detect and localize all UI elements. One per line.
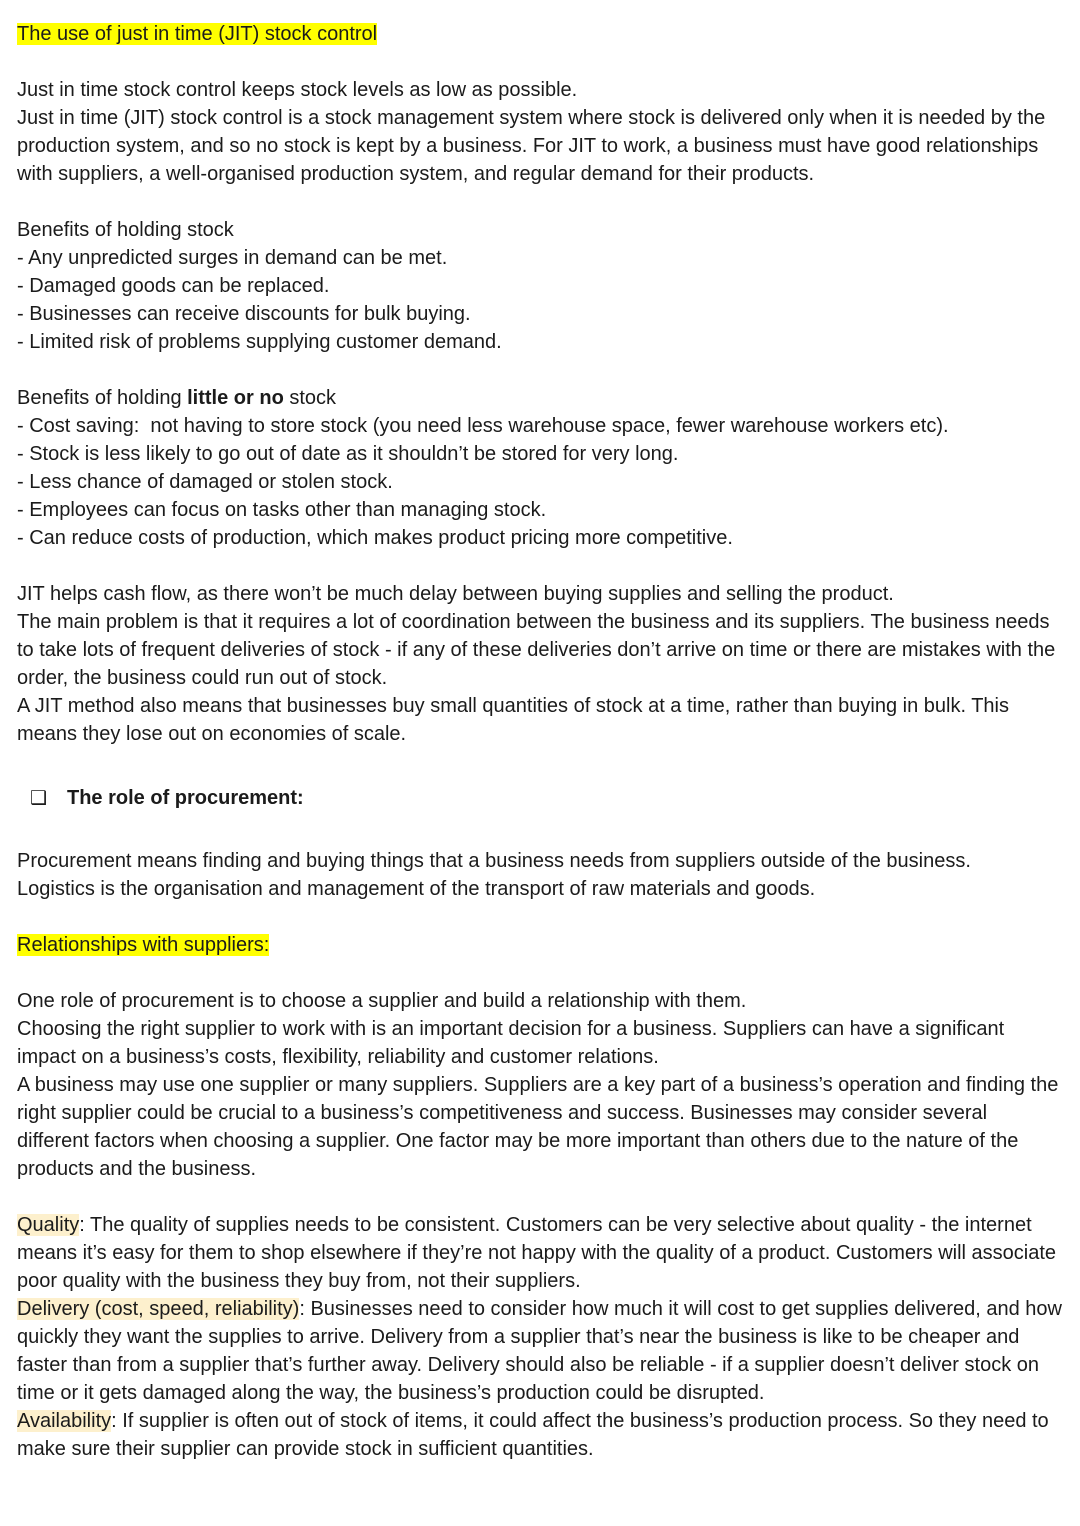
paragraph [17, 104, 1063, 188]
text-content [17, 23, 377, 45]
paragraph [17, 987, 1063, 1015]
bullet-item [17, 468, 1063, 496]
text-run: A business may use one supplier or many suppliers. Suppliers are a key part of a business’s operation and finding the right supplier could be crucial to a business’s competitiveness and success. Businesses may consider several different factors when choosing a supplier. One factor may be more important than others due to the nature of the products and the business. [17, 1074, 1064, 1180]
text-run: - Stock is less likely to go out of date as it shouldn’t be stored for very long. [17, 443, 679, 465]
text-content [17, 443, 678, 465]
text-run: - Can reduce costs of production, which makes product pricing more competitive. [17, 527, 733, 549]
blank-line [17, 552, 1063, 580]
text-run: Choosing the right supplier to work with is an important decision for a business. Suppliers can have a significant impact on a business’s costs, flexibility, reliability and customer relations. [17, 1018, 1010, 1068]
text-content [17, 878, 815, 900]
text-content [17, 583, 894, 605]
text-content [17, 850, 971, 872]
text-run: Benefits of holding stock [17, 219, 234, 241]
text-run: - Any unpredicted surges in demand can be met. [17, 247, 448, 269]
bullet-item [17, 440, 1063, 468]
paragraph [17, 580, 1063, 608]
text-run: Just in time (JIT) stock control is a stock management system where stock is delivered only when it is needed by the production system, and so no stock is kept by a business. For JIT to work, a business must have good relationships with suppliers, a well-organised production system, and regular demand for their products. [17, 107, 1051, 185]
paragraph [17, 692, 1063, 748]
text-run: - Damaged goods can be replaced. [17, 275, 330, 297]
bullet-item [17, 524, 1063, 552]
blank-line [17, 48, 1063, 76]
text-content [17, 1074, 1064, 1180]
paragraph [17, 1015, 1063, 1071]
text-run: Logistics is the organisation and management of the transport of raw materials and goods. [17, 878, 816, 900]
bullet-item [17, 412, 1063, 440]
text-run: A JIT method also means that businesses buy small quantities of stock at a time, rather than buying in bulk. This means they lose out on economies of scale. [17, 695, 1015, 745]
text-content [17, 611, 1061, 689]
text-run: - Businesses can receive discounts for bulk buying. [17, 303, 471, 325]
text-run: Just in time stock control keeps stock levels as low as possible. [17, 79, 578, 101]
text-content [17, 387, 336, 409]
text-content [17, 1410, 1054, 1460]
bullet-item [17, 244, 1063, 272]
text-run: The main problem is that it requires a lot of coordination between the business and its suppliers. The business needs to take lots of frequent deliveries of stock - if any of these deliveries don’t arrive on time or there are mistakes with the order, the business could run out of stock. [17, 611, 1061, 689]
text-content [17, 247, 447, 269]
text-content [17, 107, 1051, 185]
text-content [17, 1018, 1010, 1068]
highlighted-text: Quality [17, 1214, 80, 1236]
paragraph [17, 1295, 1068, 1407]
bullet-item [17, 496, 1063, 524]
paragraph [17, 384, 1063, 412]
text-run: : The quality of supplies needs to be consistent. Customers can be very selective about quality - the internet means it’s easy for them to shop elsewhere if they’re not happy with the quality of a product. Customers will associate poor quality with the business they buy from, not their suppliers. [17, 1214, 1062, 1292]
text-run: little or no [187, 387, 284, 409]
bullet-item [17, 272, 1063, 300]
paragraph [17, 216, 1063, 244]
text-content [17, 990, 746, 1012]
section-heading [17, 20, 1063, 48]
section-heading [17, 931, 1063, 959]
text-run: stock [283, 387, 337, 409]
text-run: - Less chance of damaged or stolen stock. [17, 471, 393, 493]
text-run: Benefits of holding [17, 387, 188, 409]
text-content [17, 79, 577, 101]
paragraph [17, 1407, 1063, 1463]
text-run: The role of procurement: [67, 787, 304, 809]
blank-line [17, 188, 1063, 216]
text-content [17, 415, 949, 437]
paragraph [17, 1211, 1063, 1295]
highlighted-text: Relationships with suppliers: [17, 934, 270, 956]
text-content [17, 275, 329, 297]
document-body [17, 20, 1068, 1463]
text-content [17, 331, 502, 353]
blank-line [17, 748, 1063, 776]
paragraph [17, 76, 1063, 104]
text-content [17, 303, 471, 325]
text-run: - Cost saving: not having to store stock (you need less warehouse space, fewer warehouse workers etc). [17, 415, 949, 437]
blank-line [17, 903, 1063, 931]
bullet-item [17, 328, 1063, 356]
blank-line [17, 819, 1063, 847]
paragraph [17, 608, 1063, 692]
text-content [17, 695, 1015, 745]
highlighted-text: Delivery (cost, speed, reliability) [17, 1298, 300, 1320]
text-content [17, 934, 269, 956]
text-run: - Employees can focus on tasks other than managing stock. [17, 499, 547, 521]
paragraph [17, 875, 1063, 903]
text-content [17, 527, 733, 549]
text-run: One role of procurement is to choose a supplier and build a relationship with them. [17, 990, 747, 1012]
text-content [17, 1214, 1062, 1292]
blank-line [17, 959, 1063, 987]
text-run: JIT helps cash flow, as there won’t be much delay between buying supplies and selling the product. [17, 583, 894, 605]
paragraph [17, 1071, 1063, 1183]
highlighted-text: Availability [17, 1410, 112, 1432]
blank-line [17, 1183, 1063, 1211]
highlighted-text: The use of just in time (JIT) stock control [17, 23, 378, 45]
bullet-item [17, 300, 1063, 328]
paragraph [17, 847, 1063, 875]
text-content [67, 784, 304, 812]
text-run: : If supplier is often out of stock of items, it could affect the business’s production process. So they need to make sure their supplier can provide stock in sufficient quantities. [17, 1410, 1055, 1460]
text-content [17, 219, 234, 241]
checkbox-icon: ❑ [30, 788, 48, 809]
text-run: Procurement means finding and buying things that a business needs from suppliers outside of the business. [17, 850, 971, 872]
text-content [17, 1298, 1068, 1404]
text-content [17, 499, 546, 521]
text-run: - Limited risk of problems supplying customer demand. [17, 331, 502, 353]
blank-line [17, 356, 1063, 384]
checkbox-item [17, 784, 1063, 813]
text-content [17, 471, 393, 493]
text-run: : Businesses need to consider how much it will cost to get supplies delivered, and how quickly they want the supplies to arrive. Delivery from a supplier that’s near the business is like to be cheaper and faster than from a supplier that’s further away. Delivery should also be reliable - if a supplier doesn’t deliver stock on time or it gets damaged along the way, the business’s production could be disrupted. [17, 1298, 1068, 1404]
